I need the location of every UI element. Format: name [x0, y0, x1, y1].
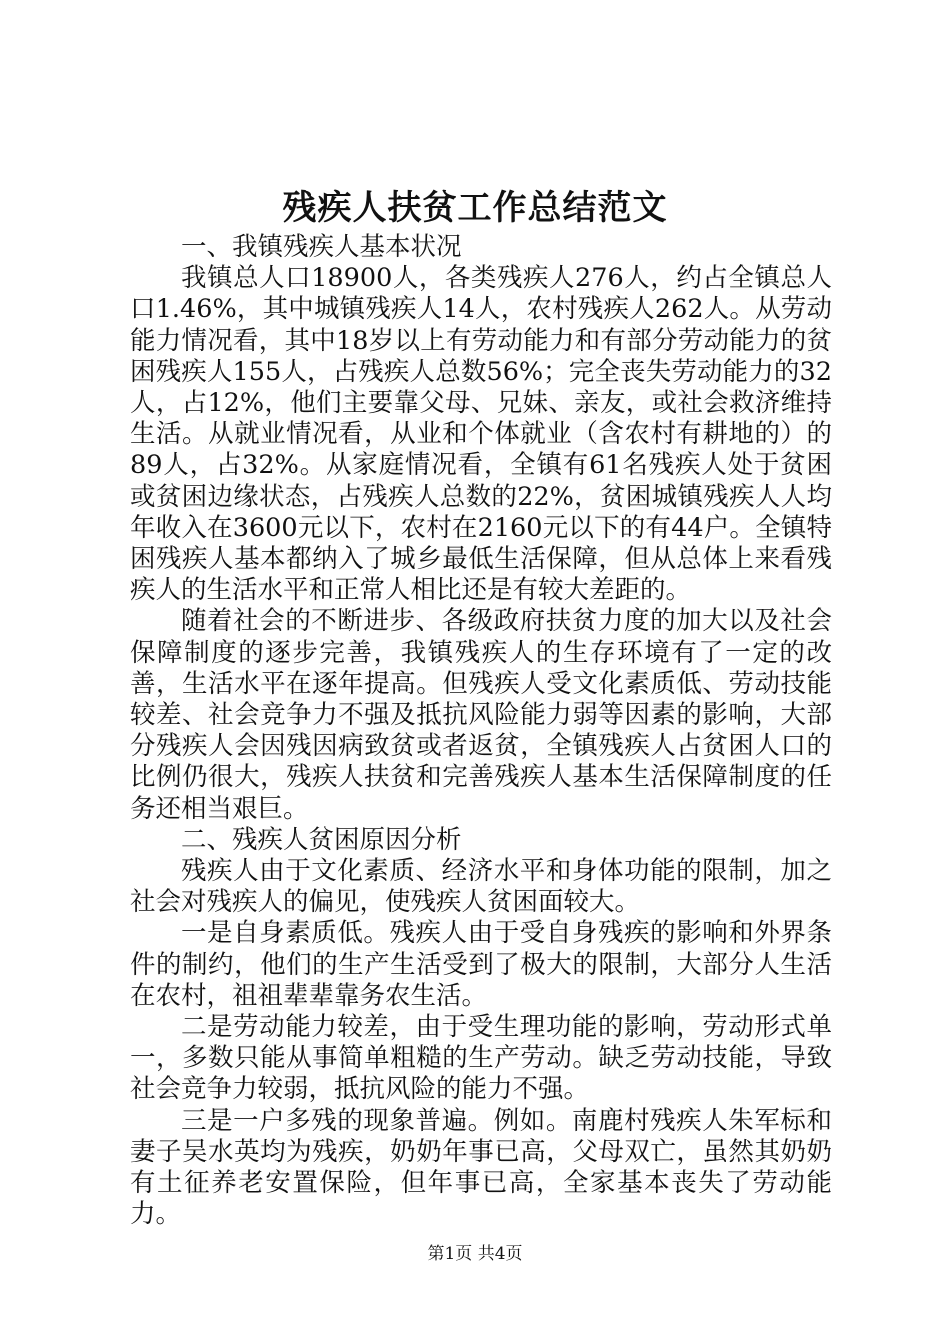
paragraph-basic-status: 我镇总人口18900人，各类残疾人276人，约占全镇总人口1.46%，其中城镇残疾人14人，农村残疾人262人。从劳动能力情况看，其中18岁以上有劳动能力和有部分劳动能力的贫困残疾人155人，占残疾人总数56%；完全丧失劳动能力的32人，占12%，他们主要靠父母、兄妹、亲友，或社会救济维持生活。从就业情况看，从业和个体就业（含农村有耕地的）的89人，占32%。从家庭情况看，全镇有61名残疾人处于贫困或贫困边缘状态，占残疾人总数的22%，贫困城镇残疾人人均年收入在3600元以下，农村在2160元以下的有44户。全镇特困残疾人基本都纳入了城乡最低生活保障，但从总体上来看残疾人的生活水平和正常人相比还是有较大差距的。	[130, 263, 832, 606]
section-heading-2: 二、残疾人贫困原因分析	[181, 824, 462, 855]
paragraph-improvement: 随着社会的不断进步、各级政府扶贫力度的加大以及社会保障制度的逐步完善，我镇残疾人的生存环境有了一定的改善，生活水平在逐年提高。但残疾人受文化素质低、劳动技能较差、社会竞争力不强及抵抗风险能力弱等因素的影响，大部分残疾人会因残因病致贫或者返贫，全镇残疾人占贫困人口的比例仍很大，残疾人扶贫和完善残疾人基本生活保障制度的任务还相当艰巨。	[130, 606, 832, 824]
document-body	[130, 232, 832, 1231]
paragraph-cause-2: 二是劳动能力较差，由于受生理功能的影响，劳动形式单一，多数只能从事简单粗糙的生产劳动。缺乏劳动技能，导致社会竞争力较弱，抵抗风险的能力不强。	[130, 1012, 832, 1105]
paragraph-cause-1: 一是自身素质低。残疾人由于受自身残疾的影响和外界条件的制约，他们的生产生活受到了极大的限制，大部分人生活在农村，祖祖辈辈靠务农生活。	[130, 918, 832, 1011]
paragraph-cause-intro: 残疾人由于文化素质、经济水平和身体功能的限制，加之社会对残疾人的偏见，使残疾人贫困面较大。	[130, 856, 832, 918]
section-heading-1: 一、我镇残疾人基本状况	[181, 232, 462, 262]
paragraph-cause-3: 三是一户多残的现象普遍。例如。南鹿村残疾人朱军标和妻子吴水英均为残疾，奶奶年事已高，父母双亡，虽然其奶奶有土征养老安置保险，但年事已高，全家基本丧失了劳动能力。	[130, 1105, 832, 1230]
document-title: 残疾人扶贫工作总结范文	[282, 188, 668, 228]
page-footer: 第1页 共4页	[427, 1244, 523, 1264]
